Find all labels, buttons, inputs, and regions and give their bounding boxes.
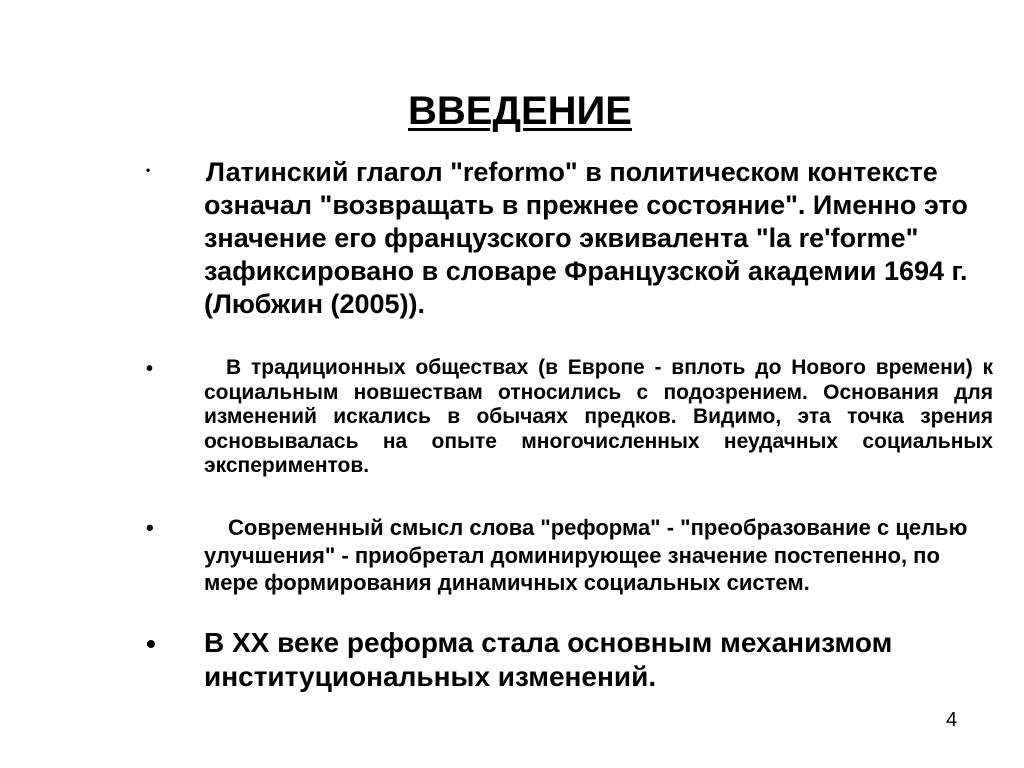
page-number: 4 <box>946 709 958 731</box>
bullet-marker: • <box>146 163 151 177</box>
bullet-marker: • <box>146 515 154 540</box>
bullet-marker: • <box>146 628 156 659</box>
bullet-text-twentieth-century: В XX веке реформа стала основным механизмом институциональных изменений. <box>204 627 893 692</box>
bullet-text-modern-meaning: Современный смысл слова "реформа" - "преобразование с целью улучшения" - приобретал доминирующее значение постепенно, по мере формирования динамичных социальных систем. <box>204 515 968 595</box>
bullet-marker: • <box>146 358 154 380</box>
slide-title: ВВЕДЕНИЕ <box>408 89 632 133</box>
bullet-text-latin-verb: Латинский глагол "reformo" в политическом контексте означал "возвращать в прежнее состояние". Именно это значение его французского эквивалента "la re'forme" зафиксировано в словаре Французской академии 1694 г. (Любжин (2005)). <box>204 157 968 319</box>
bullet-text-traditional-societies: В традиционных обществах (в Европе - вплоть до Нового времени) к социальным новшествам относились с подозрением. Основания для изменений искались в обычаях предков. Видимо, эта точка зрения основывалась на опыте многочисленных неудачных социальных экспериментов. <box>204 356 993 477</box>
